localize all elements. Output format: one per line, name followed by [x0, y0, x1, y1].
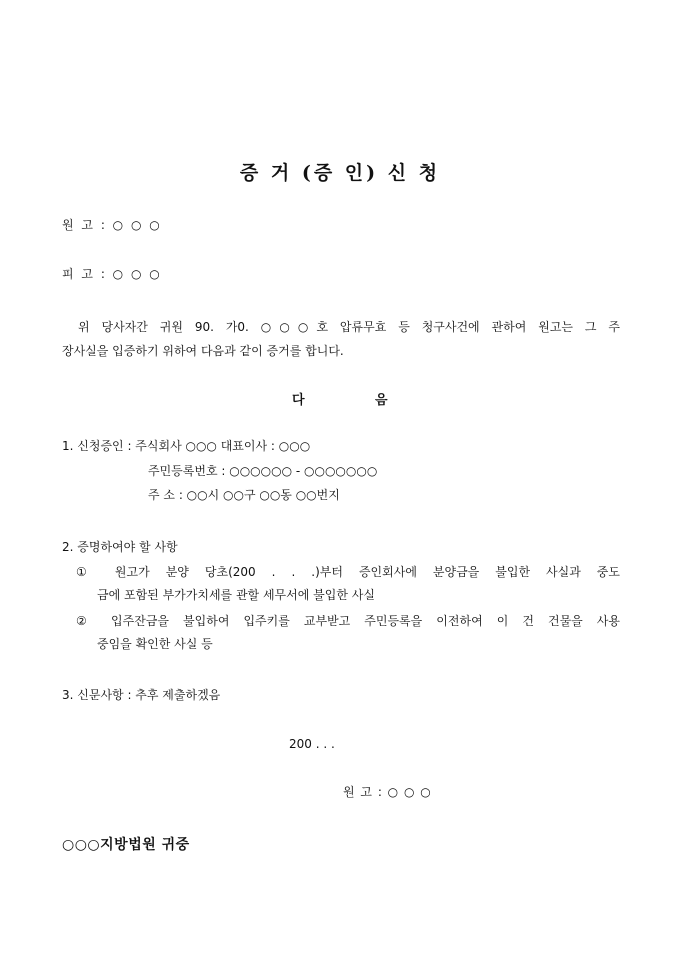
intro-line-2: 장사실을 입증하기 위하여 다음과 같이 증거를 합니다. [62, 344, 344, 358]
section2-heading: 2. 증명하여야 할 사항 [62, 540, 178, 554]
section2-item1-line1: ① 원고가 분양 당초(200 . . .)부터 증인회사에 분양금을 불입한 사실과 중도 [76, 565, 620, 579]
heading-eum: 음 [375, 393, 388, 408]
section1-address: 주 소 : ○○시 ○○구 ○○동 ○○번지 [148, 488, 340, 502]
plaintiff-line: 원 고 : ○ ○ ○ [62, 218, 162, 232]
section3-line: 3. 신문사항 : 추후 제출하겠음 [62, 688, 221, 702]
heading-da: 다 [292, 393, 305, 408]
document-title: 증 거 (증 인) 신 청 [239, 162, 441, 184]
date-line: 200 . . . [289, 737, 335, 751]
defendant-line: 피 고 : ○ ○ ○ [62, 267, 162, 281]
section2-item1-line2: 금에 포함된 부가가치세를 관할 세무서에 불입한 사실 [97, 588, 375, 602]
intro-line-1: 위 당사자간 귀원 90. 가0. ○○○호 압류무효 등 청구사건에 관하여 원고는 그 주 [78, 320, 620, 334]
section2-item2-line2: 중임을 확인한 사실 등 [97, 637, 213, 651]
signature-line: 원 고 : ○ ○ ○ [343, 785, 432, 799]
court-recipient: ○○○지방법원 귀중 [62, 837, 190, 853]
section2-item2-line1: ② 입주잔금을 불입하여 입주키를 교부받고 주민등록을 이전하여 이 건 건물을 사용 [76, 614, 620, 628]
section1-witness: 1. 신청증인 : 주식회사 ○○○ 대표이사 : ○○○ [62, 439, 311, 453]
section1-resident-number: 주민등록번호 : ○○○○○○ - ○○○○○○○ [148, 464, 378, 478]
